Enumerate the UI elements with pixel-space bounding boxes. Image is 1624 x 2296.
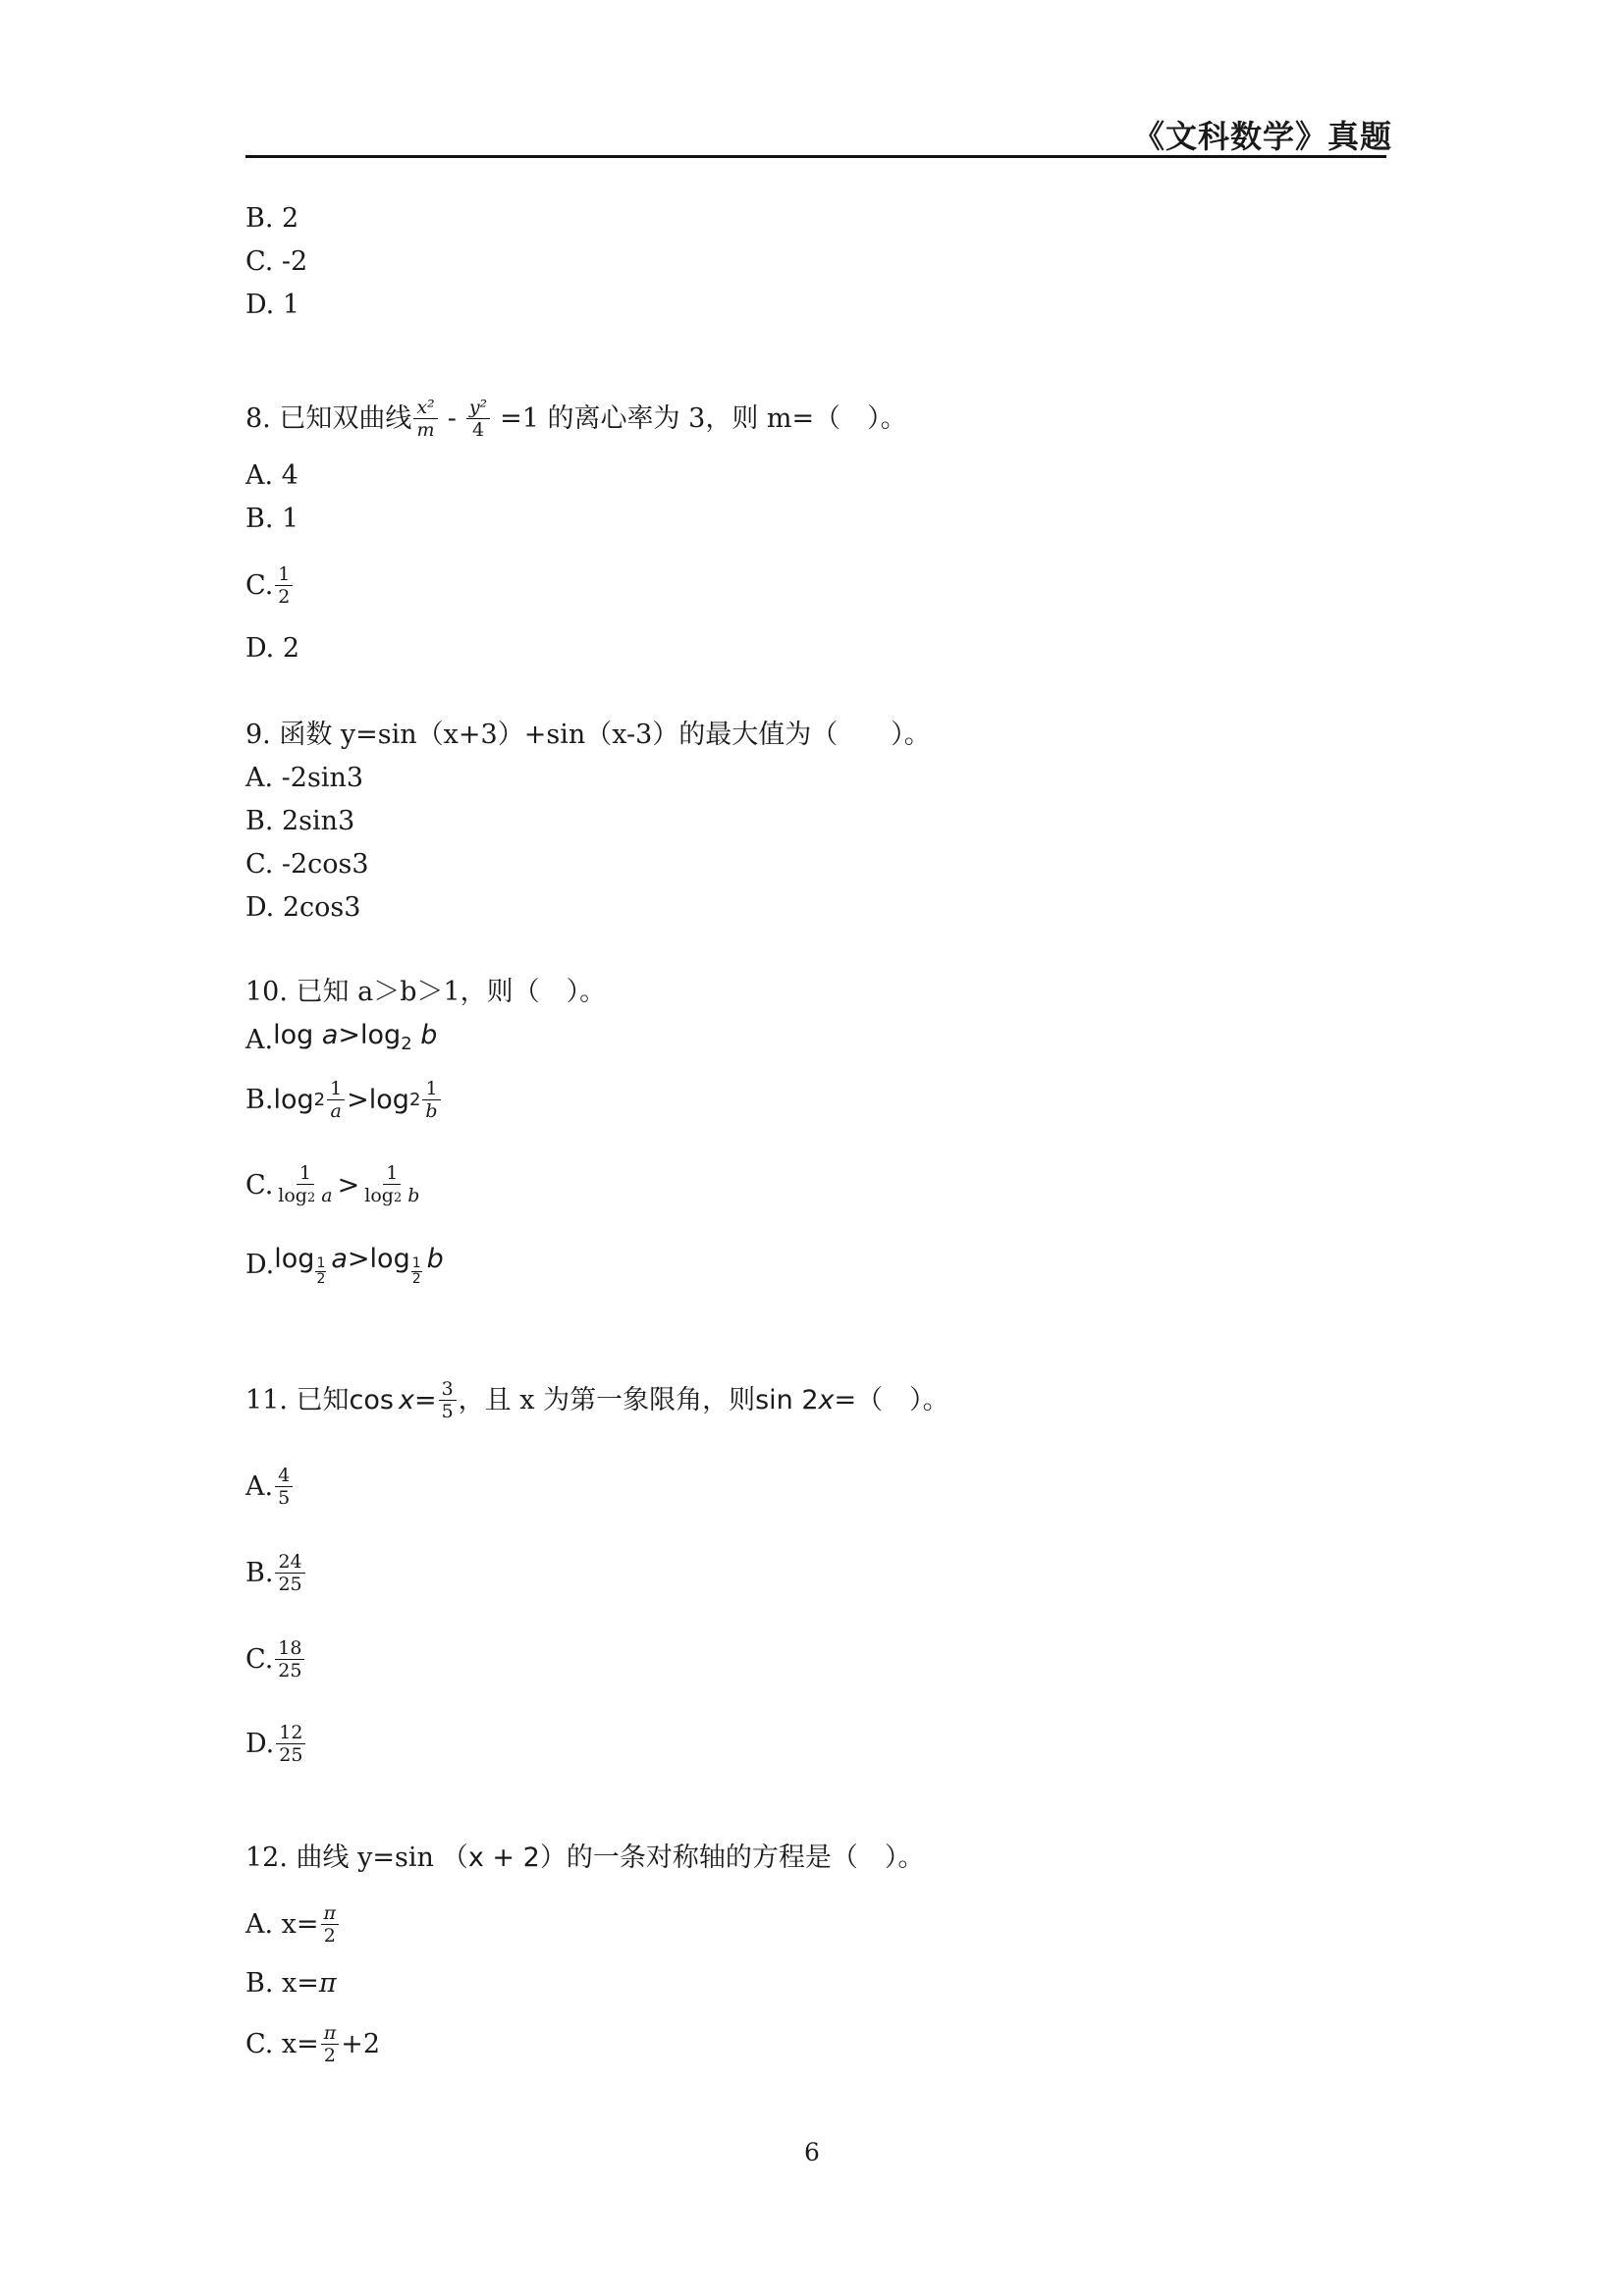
equals: = xyxy=(413,1384,437,1415)
q12-option-b xyxy=(245,1967,337,2001)
log: log xyxy=(368,1084,409,1115)
option-label: A. xyxy=(245,1024,274,1055)
cos: cos xyxy=(349,1384,394,1415)
gt: > xyxy=(347,1084,369,1115)
q12-suffix: 的一条对称轴的方程是（ ）。 xyxy=(566,1842,925,1873)
q10-option-c xyxy=(245,1162,424,1209)
frac-num: 12 xyxy=(276,1722,305,1744)
frac-den xyxy=(361,1185,422,1209)
frac-num: 1 xyxy=(275,563,293,586)
q7-option-c: C. -2 xyxy=(245,246,308,277)
q11-option-a xyxy=(245,1465,295,1509)
plus-two: +2 xyxy=(341,2028,381,2059)
pi-over-2 xyxy=(321,1902,340,1947)
log: log xyxy=(369,1244,410,1274)
var-a: a xyxy=(321,1020,339,1050)
frac-den: 2 xyxy=(323,1925,336,1947)
pi-over-2 xyxy=(321,2022,340,2066)
frac-num: 1 xyxy=(383,1162,401,1185)
q10-a-expr xyxy=(273,1019,437,1061)
frac-den: 5 xyxy=(441,1401,454,1422)
option-label: A. xyxy=(245,1470,274,1502)
base: 2 xyxy=(408,1089,421,1110)
frac-den xyxy=(275,1185,335,1209)
frac-den: 4 xyxy=(471,419,485,441)
q12-prefix: 12. 曲线 y=sin xyxy=(245,1842,434,1873)
frac-den: b xyxy=(425,1100,438,1122)
frac-num: 1 xyxy=(297,1162,314,1185)
gt: > xyxy=(347,1244,370,1274)
q8-fraction-y2-4 xyxy=(466,397,490,441)
q12-stem xyxy=(245,1842,924,1875)
header-title: 《文科数学》真题 xyxy=(1132,118,1392,155)
option-label: C. xyxy=(245,1643,274,1675)
q11-mid: ，且 x 为第一象限角，则 xyxy=(458,1384,756,1415)
frac-num: π xyxy=(321,2022,340,2045)
page-number: 6 xyxy=(804,2138,820,2166)
q11-stem xyxy=(245,1378,949,1422)
option-fraction xyxy=(275,1465,293,1509)
var-x: x xyxy=(398,1384,414,1415)
frac-den: 2 xyxy=(316,1271,326,1287)
base: 2 xyxy=(401,1034,412,1054)
q10-d-expr xyxy=(274,1243,444,1287)
q10-option-d xyxy=(245,1243,444,1287)
log: log xyxy=(273,1084,314,1115)
var-b: b xyxy=(420,1020,438,1050)
base: 2 xyxy=(393,1191,403,1205)
q8-option-d: D. 2 xyxy=(245,633,300,664)
gt: > xyxy=(337,1170,360,1201)
frac-num: x² xyxy=(413,397,437,419)
var-a: a xyxy=(331,1244,348,1274)
q9-option-a: A. -2sin3 xyxy=(245,763,364,793)
option-label: D. xyxy=(245,1728,275,1759)
frac-den: 2 xyxy=(323,2045,337,2066)
log: log xyxy=(364,1185,394,1206)
var-b: b xyxy=(407,1185,420,1206)
frac-den: 2 xyxy=(411,1271,421,1287)
q11-option-d xyxy=(245,1722,307,1766)
q10-option-a xyxy=(245,1019,437,1061)
option-fraction xyxy=(276,1722,305,1766)
q9-stem: 9. 函数 y=sin（x+3）+sin（x-3）的最大值为（ ）。 xyxy=(245,720,931,750)
q12-arg: （x + 2） xyxy=(441,1842,567,1873)
frac-den: 5 xyxy=(278,1487,291,1509)
frac-1-log2b xyxy=(361,1162,422,1209)
option-label: C. xyxy=(245,569,274,601)
q8-option-a: A. 4 xyxy=(245,460,298,491)
frac-den: 25 xyxy=(279,1744,303,1766)
frac-num: 3 xyxy=(439,1378,457,1401)
q12-option-c xyxy=(245,2022,380,2066)
frac-num: 1 xyxy=(316,1255,326,1271)
q7-option-b: B. 2 xyxy=(245,203,299,234)
frac-1-a xyxy=(327,1078,345,1122)
frac-1-b xyxy=(422,1078,440,1122)
log: log xyxy=(274,1244,315,1274)
option-fraction xyxy=(275,1551,304,1595)
q10-option-b xyxy=(245,1078,443,1122)
q10-stem: 10. 已知 a＞b＞1，则（ ）。 xyxy=(245,977,607,1007)
q11-option-b xyxy=(245,1551,307,1595)
frac-den: m xyxy=(416,419,435,441)
frac-num: y² xyxy=(466,397,490,419)
q11-fraction-3-5 xyxy=(439,1378,457,1422)
frac-num: 1 xyxy=(422,1078,440,1100)
option-label: C. x= xyxy=(245,2028,319,2059)
option-label: A. x= xyxy=(245,1908,319,1940)
log: log xyxy=(273,1020,314,1050)
frac-num: 1 xyxy=(327,1078,345,1100)
frac-num: 1 xyxy=(411,1255,421,1271)
q11-option-c xyxy=(245,1637,306,1682)
log: log xyxy=(278,1185,307,1206)
q8-stem xyxy=(245,397,907,441)
option-label: C. xyxy=(245,1170,274,1201)
base-half xyxy=(315,1256,326,1287)
base: 2 xyxy=(306,1191,316,1205)
frac-den: 25 xyxy=(278,1574,302,1595)
base: 2 xyxy=(313,1089,326,1110)
q11-prefix: 11. 已知 xyxy=(245,1384,350,1415)
option-label: B. x= xyxy=(245,1968,319,1999)
frac-den: a xyxy=(330,1100,342,1122)
q10-b-expr xyxy=(273,1078,442,1122)
frac-den: 2 xyxy=(278,586,291,608)
frac-num: 4 xyxy=(275,1465,293,1487)
q8-option-c-fraction xyxy=(275,563,293,608)
sin2x: sin 2 xyxy=(755,1384,819,1415)
log: log xyxy=(360,1020,402,1050)
q9-option-d: D. 2cos3 xyxy=(245,892,361,923)
q7-option-d: D. 1 xyxy=(245,290,300,320)
frac-num: π xyxy=(321,1902,340,1925)
option-fraction xyxy=(275,1637,304,1682)
frac-den: 25 xyxy=(278,1660,302,1682)
var-b: b xyxy=(426,1244,444,1274)
q8-option-b: B. 1 xyxy=(245,504,299,534)
var-x: x xyxy=(818,1384,835,1415)
gt: > xyxy=(338,1020,361,1050)
header-rule xyxy=(245,155,1386,158)
q8-option-c xyxy=(245,563,295,608)
q9-option-b: B. 2sin3 xyxy=(245,806,355,836)
q11-suffix: =（ ）。 xyxy=(834,1384,949,1415)
pi: π xyxy=(318,1968,337,1999)
q8-fraction-x2-m xyxy=(413,397,437,441)
q8-minus: - xyxy=(447,402,457,434)
var-a: a xyxy=(321,1185,333,1206)
q8-prefix: 8. 已知双曲线 xyxy=(245,402,412,434)
frac-num: 18 xyxy=(275,1637,304,1660)
frac-num: 24 xyxy=(275,1551,304,1574)
option-label: B. xyxy=(245,1084,274,1115)
option-label: B. xyxy=(245,1557,274,1588)
q8-suffix: =1 的离心率为 3，则 m=（ ）。 xyxy=(500,402,907,434)
q12-option-a xyxy=(245,1902,341,1947)
q9-option-c: C. -2cos3 xyxy=(245,849,369,880)
base-half xyxy=(411,1256,422,1287)
frac-1-log2a xyxy=(275,1162,335,1209)
option-label: D. xyxy=(245,1249,275,1280)
